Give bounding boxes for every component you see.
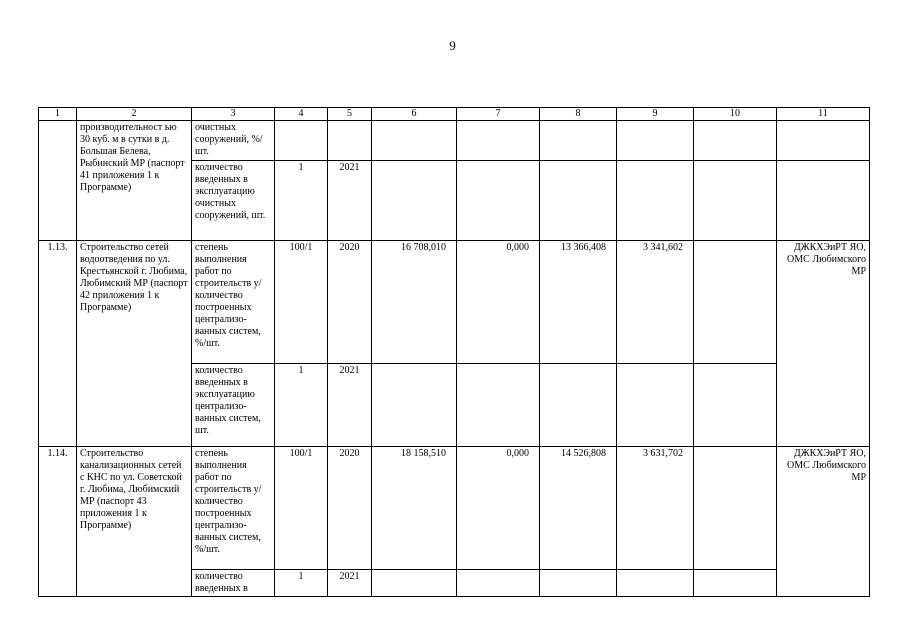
federal-amount bbox=[457, 121, 540, 161]
indicator: степень выполнения работ по строительств у/ количество построенных централизо-ванных систем, %/шт. bbox=[192, 447, 275, 570]
indicator: количество введенных в эксплуатацию централизо-ванных систем, шт. bbox=[192, 364, 275, 447]
other-amount bbox=[694, 364, 777, 447]
table-row bbox=[39, 121, 870, 161]
header-cell: 3 bbox=[192, 108, 275, 121]
regional-amount bbox=[540, 121, 617, 161]
table-row bbox=[39, 447, 870, 570]
other-amount bbox=[694, 161, 777, 241]
other-amount bbox=[694, 570, 777, 597]
regional-amount bbox=[540, 364, 617, 447]
year: 2020 bbox=[328, 447, 372, 570]
indicator: количество введенных в эксплуатацию очистных сооружений, шт. bbox=[192, 161, 275, 241]
indicator: очистных сооружений, %/шт. bbox=[192, 121, 275, 161]
target-value: 100/1 bbox=[275, 447, 328, 570]
header-cell: 11 bbox=[777, 108, 870, 121]
header-cell: 7 bbox=[457, 108, 540, 121]
target-value: 1 bbox=[275, 161, 328, 241]
header-cell: 10 bbox=[694, 108, 777, 121]
header-cell: 2 bbox=[77, 108, 192, 121]
federal-amount: 0,000 bbox=[457, 447, 540, 570]
year: 2021 bbox=[328, 161, 372, 241]
local-amount bbox=[617, 570, 694, 597]
header-row bbox=[39, 108, 870, 121]
federal-amount bbox=[457, 161, 540, 241]
local-amount: 3 341,602 bbox=[617, 241, 694, 364]
executor: ДЖКХЭиРТ ЯО, ОМС Любимского МР bbox=[777, 241, 870, 447]
local-amount bbox=[617, 364, 694, 447]
row-number bbox=[39, 121, 77, 241]
regional-amount: 13 366,408 bbox=[540, 241, 617, 364]
target-value: 1 bbox=[275, 570, 328, 597]
executor: ДЖКХЭиРТ ЯО, ОМС Любимского МР bbox=[777, 447, 870, 597]
federal-amount: 0,000 bbox=[457, 241, 540, 364]
indicator: количество введенных в bbox=[192, 570, 275, 597]
total-amount bbox=[372, 364, 457, 447]
project-name: Строительство канализационных сетей с КНС по ул. Советской г. Любима, Любимский МР (паспорт 43 приложения 1 к Программе) bbox=[77, 447, 192, 597]
local-amount bbox=[617, 121, 694, 161]
header-cell: 5 bbox=[328, 108, 372, 121]
page-number: 9 bbox=[449, 38, 456, 53]
header-cell: 4 bbox=[275, 108, 328, 121]
project-name: Строительство сетей водоотведения по ул. Крестьянской г. Любима, Любимский МР (паспорт 42 приложения 1 к Программе) bbox=[77, 241, 192, 447]
header-cell: 1 bbox=[39, 108, 77, 121]
indicator: степень выполнения работ по строительств у/ количество построенных централизо-ванных систем, %/шт. bbox=[192, 241, 275, 364]
row-number: 1.13. bbox=[39, 241, 77, 447]
year: 2021 bbox=[328, 364, 372, 447]
other-amount bbox=[694, 447, 777, 570]
executor bbox=[777, 161, 870, 241]
target-value: 100/1 bbox=[275, 241, 328, 364]
row-number: 1.14. bbox=[39, 447, 77, 597]
target-value: 1 bbox=[275, 364, 328, 447]
total-amount: 18 158,510 bbox=[372, 447, 457, 570]
regional-amount bbox=[540, 570, 617, 597]
total-amount bbox=[372, 121, 457, 161]
header-cell: 9 bbox=[617, 108, 694, 121]
other-amount bbox=[694, 241, 777, 364]
local-amount: 3 631,702 bbox=[617, 447, 694, 570]
regional-amount bbox=[540, 161, 617, 241]
local-amount bbox=[617, 161, 694, 241]
total-amount bbox=[372, 161, 457, 241]
regional-amount: 14 526,808 bbox=[540, 447, 617, 570]
year: 2021 bbox=[328, 570, 372, 597]
federal-amount bbox=[457, 364, 540, 447]
project-name: производительност ью 30 куб. м в сутки в д. Большая Белева, Рыбинский МР (паспорт 41 приложения 1 к Программе) bbox=[77, 121, 192, 241]
total-amount: 16 708,010 bbox=[372, 241, 457, 364]
year: 2020 bbox=[328, 241, 372, 364]
header-cell: 8 bbox=[540, 108, 617, 121]
program-table bbox=[38, 107, 870, 597]
table-row bbox=[39, 241, 870, 364]
executor bbox=[777, 121, 870, 161]
federal-amount bbox=[457, 570, 540, 597]
header-cell: 6 bbox=[372, 108, 457, 121]
other-amount bbox=[694, 121, 777, 161]
target-value bbox=[275, 121, 328, 161]
total-amount bbox=[372, 570, 457, 597]
year bbox=[328, 121, 372, 161]
